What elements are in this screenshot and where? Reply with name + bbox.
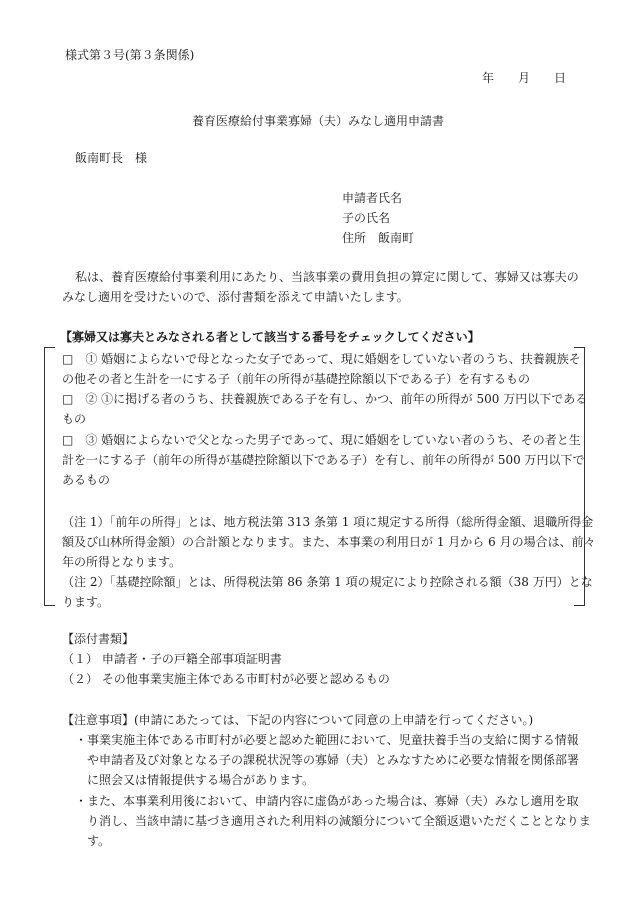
notice-2-line-1: ・また、本事業利用後において、申請内容に虚偽があった場合は、寡婦（夫）みなし適用を取 [75, 794, 579, 808]
option-1-line-1[interactable]: □ ① 婚姻によらないで母となった女子であって、現に婚姻をしていない者のうち、扶養親族そ [62, 352, 581, 366]
date-year-label: 年 [482, 71, 495, 85]
attachments-heading: 【添付書類】 [62, 632, 135, 646]
notices-heading: 【注意事項】(申請にあたっては、下記の内容について同意の上申請を行ってください。) [62, 713, 534, 727]
attachment-item-1: （１） 申請者・子の戸籍全部事項証明書 [62, 652, 282, 666]
option-3-line-2: 計を一にする子（前年の所得が基礎控除額以下である子）を有し、前年の所得が 500 万円以下で [62, 453, 585, 467]
note-1-line-1: （注 1）「前年の所得」とは、地方税法第 313 条第 1 項に規定する所得（総所得金額、退職所得金 [62, 515, 594, 529]
child-name-label: 子の氏名 [342, 211, 391, 225]
option-1-line-2: の他その者と生計を一にする子（前年の所得が基礎控除額以下である子）を有するもの [62, 372, 531, 386]
form-number: 様式第３号(第３条関係) [65, 48, 195, 62]
note-2-line-2: ります。 [62, 595, 110, 609]
notice-2-line-2: り消し、当該申請に基づき適用された利用料の減額分について全額返還いただくこととなりま [87, 814, 591, 828]
option-2-line-1[interactable]: □ ② ①に掲げる者のうち、扶養親族である子を有し、かつ、前年の所得が 500 万円以下である [62, 392, 588, 406]
option-3-line-1[interactable]: □ ③ 婚姻によらないで父となった男子であって、現に婚姻をしていない者のうち、その者と生 [62, 433, 581, 447]
check-section-heading: 【寡婦又は寡夫とみなされる者として該当する番号をチェックしてください】 [60, 330, 480, 344]
statement-line-1: 私は、養育医療給付事業利用にあたり、当該事業の費用負担の算定に関して、寡婦又は寡夫の [75, 270, 579, 284]
statement-line-2: みなし適用を受けたいので、添付書類を添えて申請いたします。 [62, 290, 409, 304]
notice-1-line-3: に照会又は情報提供する場合があります。 [87, 773, 315, 787]
document-title: 養育医療給付事業寡婦（夫）みなし適用申請書 [192, 114, 445, 128]
note-1-line-3: 年の所得となります。 [62, 555, 182, 569]
date-month-label: 月 [518, 71, 531, 85]
note-2-line-1: （注 2）「基礎控除額」とは、所得税法第 86 条第 1 項の規定により控除される額（38 万円）とな [62, 575, 593, 589]
address-label: 住所 飯南町 [342, 231, 415, 245]
applicant-name-label: 申請者氏名 [342, 191, 403, 205]
date-day-label: 日 [554, 71, 567, 85]
option-2-line-2: もの [62, 412, 87, 426]
option-3-line-3: あるもの [62, 473, 111, 487]
addressee: 飯南町長 様 [75, 151, 148, 165]
notice-1-line-2: や申請者及び対象となる子の課税状況等の寡婦（夫）とみなすために必要な情報を関係部署 [87, 753, 580, 767]
note-1-line-2: 額及び山林所得金額）の合計額となります。また、本事業の利用日が 1 月から 6 月の場合は、前々 [62, 535, 596, 549]
check-section-bracket-left [44, 347, 55, 606]
attachment-item-2: （２） その他事業実施主体である市町村が必要と認めるもの [62, 672, 390, 686]
notice-1-line-1: ・事業実施主体である市町村が必要と認めた範囲において、児童扶養手当の支給に関する情報 [75, 733, 579, 747]
check-section-bracket-right [574, 347, 585, 606]
notice-2-line-3: す。 [87, 834, 111, 848]
